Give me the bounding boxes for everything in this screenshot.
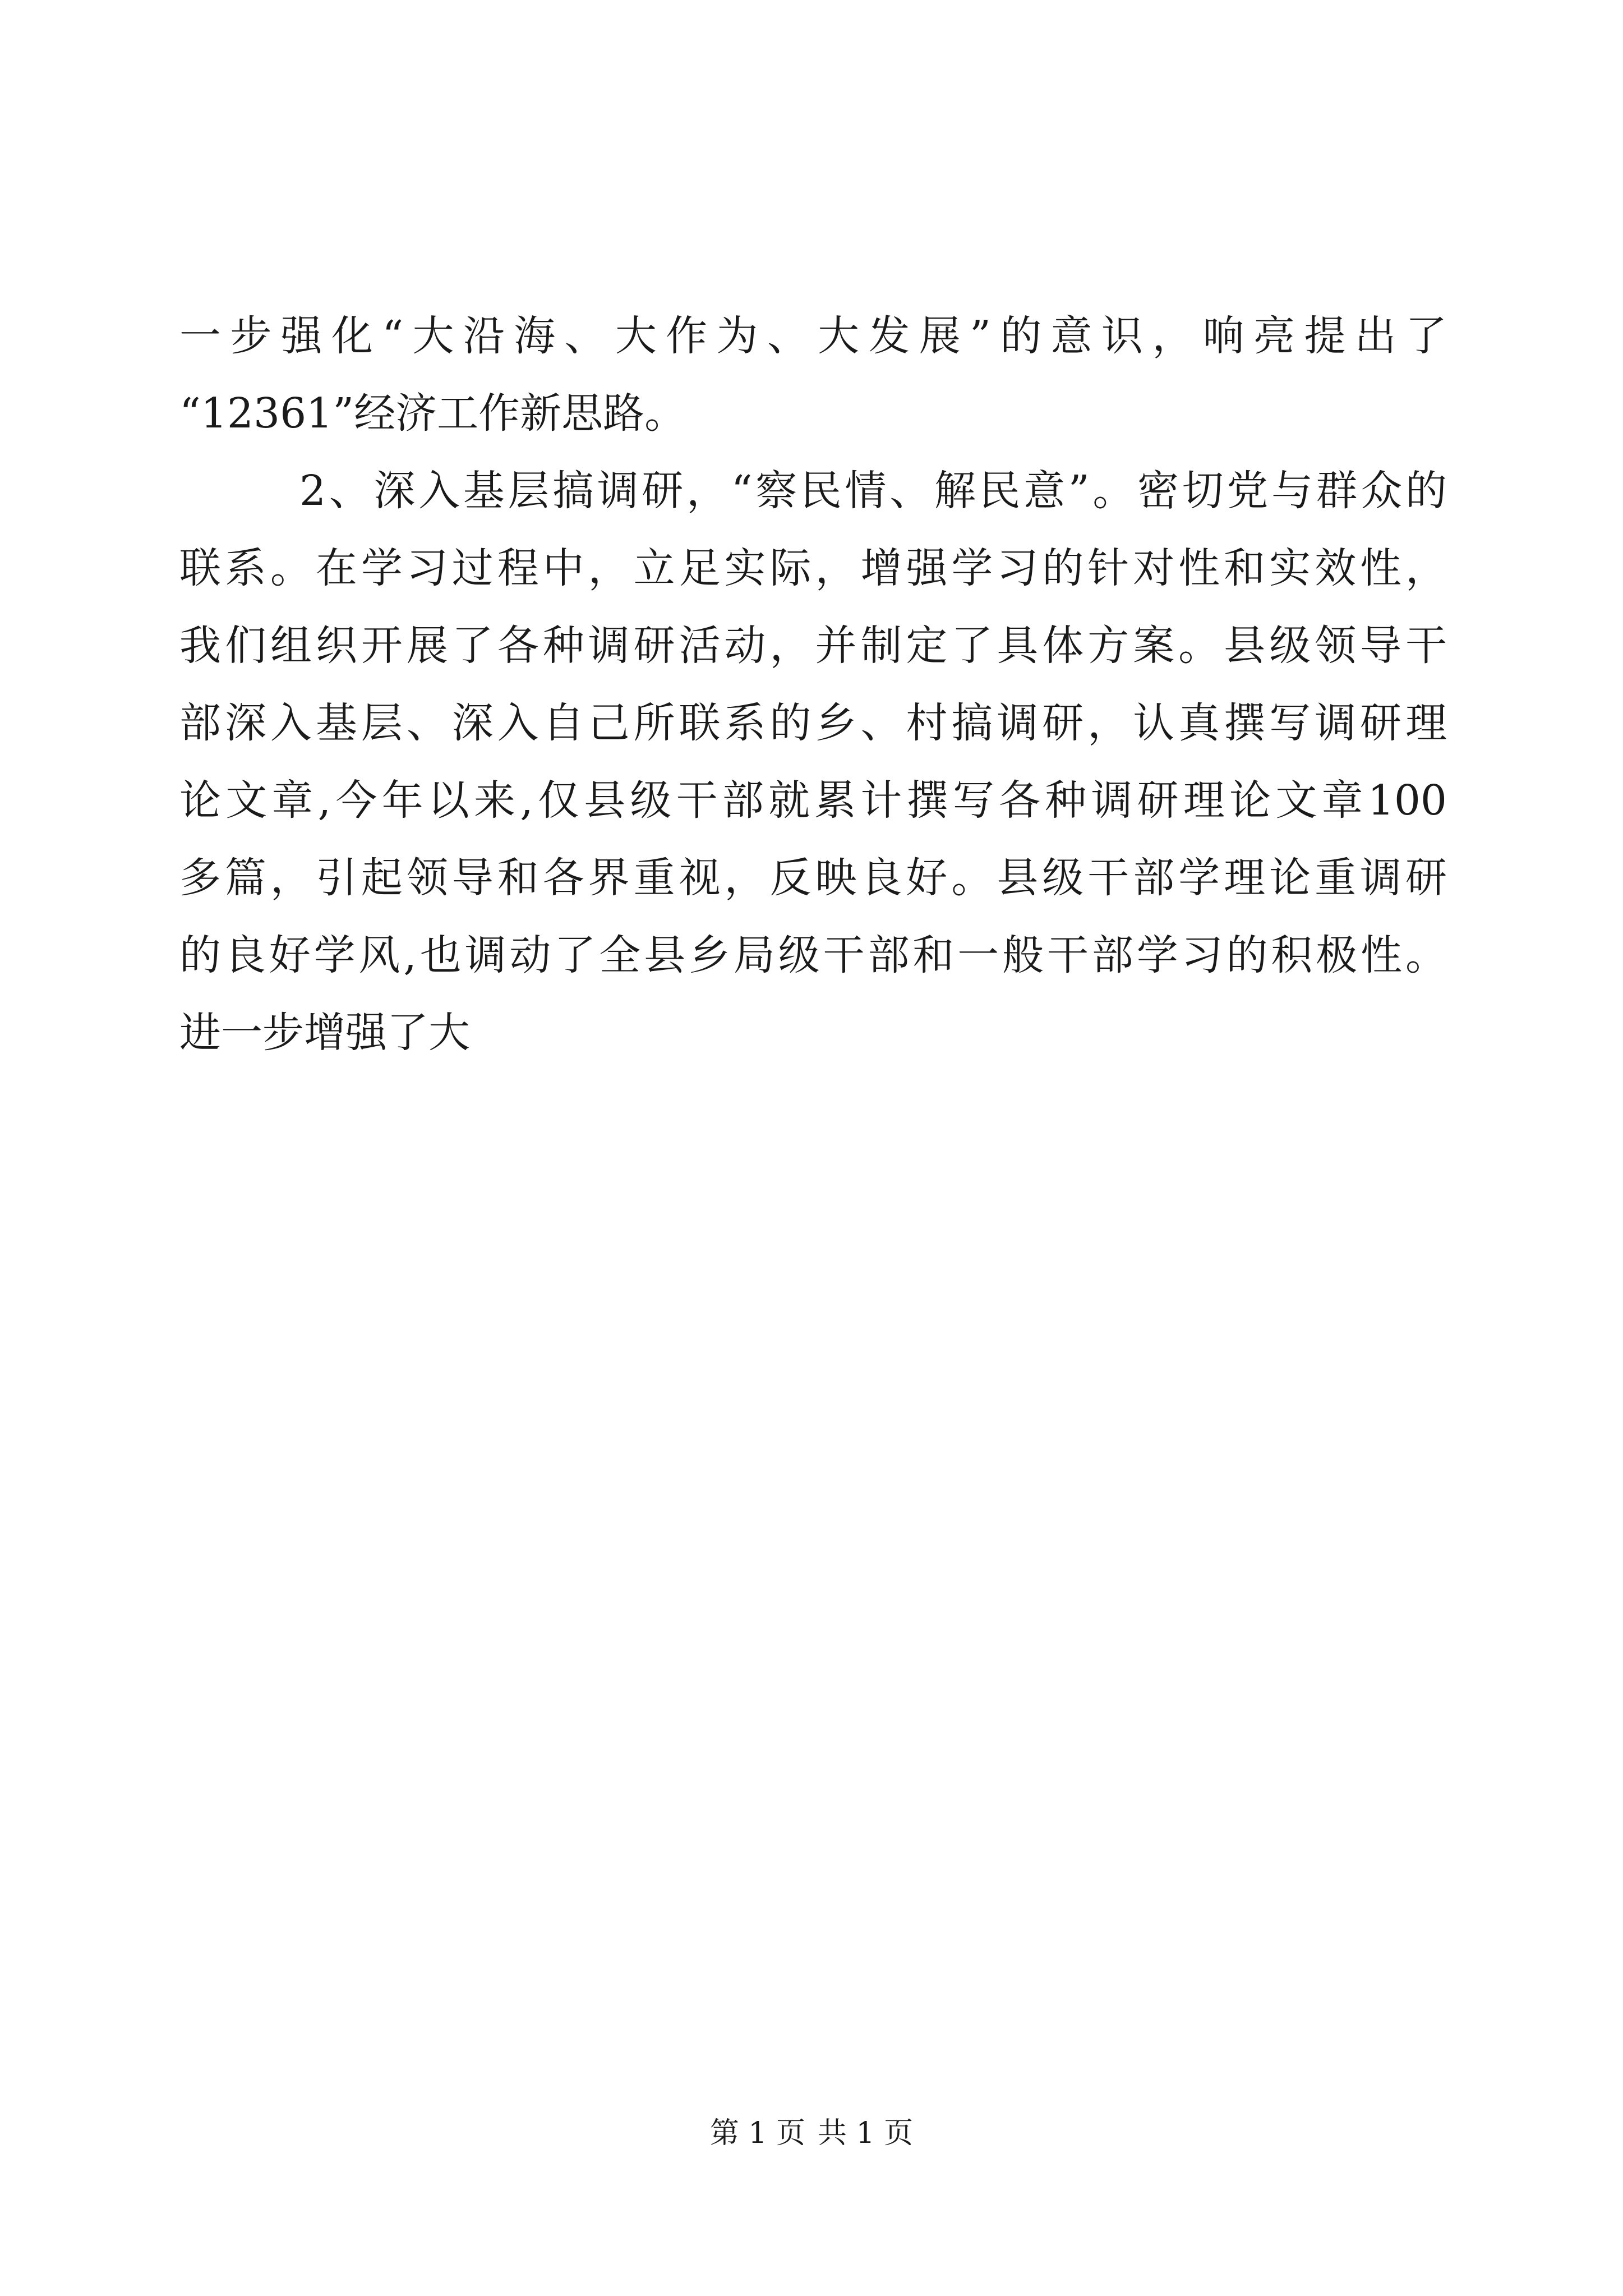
text-line-10: 进一步增强了大 (179, 1009, 470, 1057)
body-text (179, 297, 1447, 1071)
text-line-6: 部深入基层、深入自己所联系的乡、村搞调研，认真撰写调研理 (179, 699, 1447, 747)
text-line-1: 一步强化“大沿海、大作为、大发展”的意识，响亮提出了 (179, 312, 1447, 360)
text-line-4: 联系。在学习过程中，立足实际，增强学习的针对性和实效性， (179, 544, 1447, 592)
page-footer (0, 2114, 1623, 2153)
text-line-7: 论文章,今年以来,仅县级干部就累计撰写各种调研理论文章100 (179, 776, 1447, 825)
text-line-5: 我们组织开展了各种调研活动，并制定了具体方案。县级领导干 (179, 622, 1447, 670)
page-total: 共 1 页 (818, 2116, 914, 2150)
page-number: 第 1 页 (709, 2116, 805, 2150)
text-line-9: 的良好学风,也调动了全县乡局级干部和一般干部学习的积极性。 (179, 931, 1447, 979)
text-line-3: 2、深入基层搞调研，“察民情、解民意”。密切党与群众的 (299, 467, 1447, 515)
text-line-2: “12361”经济工作新思路。 (179, 389, 686, 438)
text-line-8: 多篇，引起领导和各界重视，反映良好。县级干部学理论重调研 (179, 854, 1447, 902)
